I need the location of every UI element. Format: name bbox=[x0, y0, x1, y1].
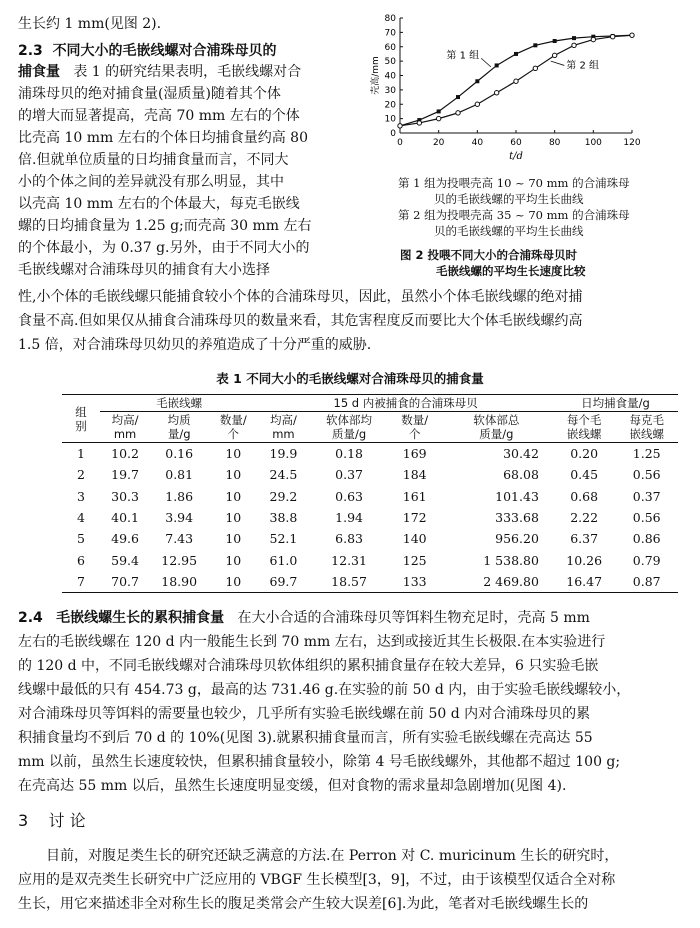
series-2-point bbox=[475, 102, 479, 106]
table-cell: 2 bbox=[77, 467, 85, 483]
series-1-point bbox=[495, 63, 499, 67]
table-cell: 18.90 bbox=[161, 573, 198, 589]
series-1-label: 第 1 组 bbox=[446, 50, 480, 62]
table-cell: 125 bbox=[402, 552, 427, 568]
table-cell: 30.3 bbox=[111, 488, 139, 504]
growth-chart bbox=[370, 6, 695, 166]
series-2-point bbox=[552, 53, 556, 57]
table-cell: 4 bbox=[77, 510, 85, 526]
table-row bbox=[62, 464, 678, 485]
top-line: 生长约 1 mm(见图 2). bbox=[18, 16, 162, 32]
y-tick-label: 20 bbox=[384, 100, 396, 111]
table-cell: 68.08 bbox=[503, 467, 539, 483]
th-daily: 日均捕食量/g bbox=[553, 395, 678, 412]
series-2-point bbox=[456, 111, 460, 115]
table-cell: 7.43 bbox=[165, 531, 194, 547]
series-2-point bbox=[591, 37, 595, 41]
series-1-point bbox=[553, 39, 557, 43]
table-cell: 38.8 bbox=[269, 510, 298, 526]
series-1-point bbox=[514, 52, 518, 56]
series-1-point bbox=[437, 109, 441, 113]
table-cell: 0.81 bbox=[165, 467, 194, 483]
sec24-heading: 毛嵌线螺生长的累积捕食量 bbox=[56, 610, 225, 626]
table-cell: 0.56 bbox=[632, 467, 661, 483]
series-2-point bbox=[610, 34, 614, 38]
series-2-point bbox=[417, 121, 421, 125]
table-cell: 10 bbox=[225, 488, 242, 504]
x-tick-label: 120 bbox=[623, 138, 641, 148]
series-1-point bbox=[533, 43, 537, 47]
sec23-line-2: 的增大而显著提高，壳高 70 mm 左右的个体 bbox=[18, 108, 300, 124]
sec3-title: 讨 论 bbox=[48, 811, 86, 830]
th-sub-5: 数量/ 个 bbox=[401, 413, 429, 441]
series-2-point bbox=[436, 116, 440, 120]
series-2-point bbox=[572, 43, 576, 47]
x-tick-label: 80 bbox=[548, 138, 561, 148]
table-cell: 10 bbox=[225, 531, 242, 547]
table-row bbox=[62, 571, 678, 593]
table-cell: 2.22 bbox=[570, 510, 599, 526]
table-cell: 52.1 bbox=[269, 531, 298, 547]
sec3-number: 3 bbox=[18, 811, 29, 830]
table-cell: 161 bbox=[402, 488, 427, 504]
x-tick-label: 100 bbox=[584, 138, 602, 148]
table-1 bbox=[62, 394, 678, 593]
table-cell: 184 bbox=[402, 467, 427, 483]
x-tick-label: 60 bbox=[510, 138, 522, 148]
table-cell: 0.37 bbox=[632, 488, 661, 504]
table-cell: 1 538.80 bbox=[483, 552, 539, 568]
figure-legend-line-1: 贝的毛嵌线螺的平均生长曲线 bbox=[434, 192, 584, 206]
sec24-line-5: 积捕食量均不到后 70 d 的 10%(见图 3).就累积捕食量而言，所有实验毛嵌线螺在壳高达 55 bbox=[18, 730, 593, 746]
sec24-line1-rest: 在大小合适的合浦珠母贝等饵料生物充足时，壳高 5 mm bbox=[237, 610, 590, 626]
th-sub-7: 每个毛 嵌线螺 bbox=[566, 413, 602, 441]
sec23-line-6: 以壳高 10 mm 左右的个体最大，每克毛嵌线 bbox=[18, 196, 300, 212]
table-cell: 1.86 bbox=[165, 488, 194, 504]
sec23-full-line-0: 性,小个体的毛嵌线螺只能捕食较小个体的合浦珠母贝，因此，虽然小个体毛嵌线螺的绝对捕 bbox=[18, 289, 583, 305]
table-cell: 49.6 bbox=[111, 531, 139, 547]
series-2-leader bbox=[551, 61, 565, 65]
table-cell: 172 bbox=[402, 510, 427, 526]
table-cell: 101.43 bbox=[495, 488, 539, 504]
sec23-heading-line1: 不同大小的毛嵌线螺对合浦珠母贝的 bbox=[52, 43, 277, 59]
table-cell: 18.57 bbox=[331, 573, 367, 589]
table-cell: 140 bbox=[402, 531, 427, 547]
table-cell: 0.18 bbox=[335, 446, 363, 462]
th-sub-0: 均高/ mm bbox=[111, 413, 139, 441]
table-cell: 29.2 bbox=[269, 488, 298, 504]
y-tick-label: 50 bbox=[384, 57, 396, 68]
table-cell: 0.16 bbox=[165, 446, 194, 462]
series-2-point bbox=[630, 33, 634, 37]
sec24-line-0 bbox=[18, 608, 590, 629]
series-2-label: 第 2 组 bbox=[566, 60, 600, 72]
sec23-full-line-1: 食量不高.但如果仅从捕食合浦珠母贝的数量来看，其危害程度反而要比大个体毛嵌线螺约高 bbox=[18, 313, 583, 329]
table-cell: 10 bbox=[225, 510, 242, 526]
table-cell: 61.0 bbox=[269, 552, 298, 568]
x-tick-label: 20 bbox=[432, 138, 445, 148]
sec23-text: 表 1 的研究结果表明，毛嵌线螺对合 bbox=[73, 64, 302, 80]
sec23-line-5: 小的个体之间的差异就没有那么明显，其中 bbox=[18, 174, 284, 190]
figure-legend-line-3: 贝的毛嵌线螺的平均生长曲线 bbox=[434, 224, 584, 238]
sec23-line-0 bbox=[18, 62, 301, 83]
sec23-line-4: 倍.但就单位质量的日均捕食量而言，不同大 bbox=[18, 152, 289, 168]
y-tick-label: 0 bbox=[390, 129, 396, 139]
table-cell: 10 bbox=[225, 552, 242, 568]
th-sub-3: 均高/ mm bbox=[269, 413, 297, 441]
table-cell: 6.37 bbox=[570, 531, 599, 547]
table-cell: 3.94 bbox=[165, 510, 194, 526]
table-cell: 1.25 bbox=[632, 446, 661, 462]
series-1-leader bbox=[481, 58, 491, 67]
table-row bbox=[62, 443, 678, 465]
x-axis-label: t/d bbox=[509, 151, 523, 162]
table-row bbox=[62, 528, 678, 549]
table-cell: 0.63 bbox=[335, 488, 363, 504]
sec3-heading bbox=[18, 808, 86, 831]
table-cell: 0.68 bbox=[570, 488, 599, 504]
table-cell: 0.87 bbox=[632, 573, 661, 589]
table-cell: 2 469.80 bbox=[483, 573, 539, 589]
th-group: 组 别 bbox=[75, 404, 87, 433]
chart-plot bbox=[398, 33, 634, 128]
series-1-point bbox=[475, 79, 479, 83]
sec23-full-line-2: 1.5 倍，对合浦珠母贝幼贝的养殖造成了十分严重的威胁. bbox=[18, 337, 372, 353]
table-cell: 0.37 bbox=[335, 467, 363, 483]
table-cell: 333.68 bbox=[495, 510, 539, 526]
table-cell: 59.4 bbox=[111, 552, 139, 568]
table-row bbox=[62, 486, 678, 507]
table-cell: 19.7 bbox=[111, 467, 139, 483]
sec24-line-4: 对合浦珠母贝等饵料的需要量也较少，几乎所有实验毛嵌线螺在前 50 d 内对合浦珠母贝的累 bbox=[18, 706, 591, 722]
table-cell: 12.31 bbox=[331, 552, 367, 568]
table-cell: 10 bbox=[225, 467, 242, 483]
table-cell: 30.42 bbox=[503, 446, 539, 462]
sec23-heading-line2: 捕食量 bbox=[18, 64, 60, 80]
table-cell: 0.79 bbox=[632, 552, 661, 568]
y-tick-label: 60 bbox=[384, 42, 396, 53]
y-axis-label: 壳高/mm bbox=[371, 56, 381, 95]
table-caption: 表 1 不同大小的毛嵌线螺对合浦珠母贝的捕食量 bbox=[216, 371, 484, 386]
y-tick-label: 70 bbox=[384, 28, 396, 39]
table-row bbox=[62, 549, 678, 570]
sec23-line-9: 毛嵌线螺对合浦珠母贝的捕食有大小选择 bbox=[18, 262, 270, 278]
series-2-point bbox=[494, 91, 498, 95]
y-tick-label: 30 bbox=[384, 85, 396, 96]
th-prey: 15 d 内被捕食的合浦珠母贝 bbox=[258, 395, 553, 412]
table-cell: 0.56 bbox=[632, 510, 661, 526]
table-cell: 19.9 bbox=[269, 446, 298, 462]
figure-2 bbox=[370, 6, 695, 276]
table-cell: 12.95 bbox=[161, 552, 198, 568]
table-cell: 0.86 bbox=[632, 531, 661, 547]
table-cell: 0.45 bbox=[570, 467, 599, 483]
table-cell: 24.5 bbox=[269, 467, 298, 483]
th-sub-4: 软体部均 质量/g bbox=[326, 413, 373, 441]
sec23-line-7: 螺的日均捕食量为 1.25 g;而壳高 30 mm 左右 bbox=[18, 218, 312, 234]
table-cell: 0.20 bbox=[570, 446, 599, 462]
th-sub-2: 数量/ 个 bbox=[219, 413, 247, 441]
figure-caption-line-2: 毛嵌线螺的平均生长速度比较 bbox=[436, 264, 586, 278]
sec24-line-1: 左右的毛嵌线螺在 120 d 内一般能生长到 70 mm 左右，达到或接近其生长极限.在本实验进行 bbox=[18, 634, 606, 650]
sec23-number: 2.3 bbox=[18, 43, 43, 59]
figure-legend-line-0: 第 1 组为投喂壳高 10 ~ 70 mm 的合浦珠母 bbox=[398, 176, 630, 190]
table-cell: 1.94 bbox=[335, 510, 363, 526]
sec23-line-3: 比壳高 10 mm 左右的个体日均捕食量约高 80 bbox=[18, 130, 308, 146]
table-cell: 133 bbox=[402, 573, 427, 589]
series-2-point bbox=[533, 66, 537, 70]
series-2-point bbox=[514, 79, 518, 83]
series-1-point bbox=[572, 36, 576, 40]
table-cell: 7 bbox=[77, 573, 85, 589]
sec3-line-0: 目前，对腹足类生长的研究还缺乏满意的方法.在 Perron 对 C. muricinum 生长的研究时， bbox=[46, 848, 619, 864]
table-cell: 69.7 bbox=[269, 573, 298, 589]
table-cell: 70.7 bbox=[111, 573, 139, 589]
y-tick-label: 40 bbox=[384, 71, 396, 82]
x-tick-label: 40 bbox=[471, 138, 484, 148]
table-cell: 169 bbox=[402, 446, 427, 462]
th-snail: 毛嵌线螺 bbox=[100, 395, 258, 412]
table-cell: 5 bbox=[77, 531, 85, 547]
sec3-line-1: 应用的是双壳类生长研究中广泛应用的 VBGF 生长模型[3，9]，不过，由于该模型仅适合全对称 bbox=[18, 872, 616, 888]
table-cell: 10.26 bbox=[566, 552, 603, 568]
sec24-number: 2.4 bbox=[18, 610, 43, 626]
table-cell: 10 bbox=[225, 446, 242, 462]
sec3-line-2: 生长，用它来描述非全对称生长的腹足类常会产生较大误差[6].为此，笔者对毛嵌线螺生长的 bbox=[18, 896, 589, 912]
table-row bbox=[62, 507, 678, 528]
table-cell: 10.2 bbox=[111, 446, 139, 462]
figure-caption-line-1: 图 2 投喂不同大小的合浦珠母贝时 bbox=[400, 248, 578, 262]
y-tick-label: 10 bbox=[384, 114, 396, 125]
table-cell: 16.47 bbox=[566, 573, 603, 589]
y-tick-label: 80 bbox=[384, 14, 396, 24]
th-sub-1: 均质 量/g bbox=[167, 413, 191, 441]
table-cell: 6.83 bbox=[335, 531, 363, 547]
table-cell: 1 bbox=[77, 446, 85, 462]
series-1-point bbox=[456, 95, 460, 99]
table-cell: 40.1 bbox=[111, 510, 139, 526]
table-cell: 3 bbox=[77, 488, 85, 504]
table-cell: 6 bbox=[77, 552, 85, 568]
sec24-line-6: mm 以前，虽然生长速度较快，但累积捕食量较小，除第 4 号毛嵌线螺外，其他都不超过 100 g; bbox=[18, 754, 621, 770]
x-tick-label: 0 bbox=[397, 138, 403, 148]
sec23-line-1: 浦珠母贝的绝对捕食量(湿质量)随着其个体 bbox=[18, 86, 281, 102]
sec24-line-2: 的 120 d 中，不同毛嵌线螺对合浦珠母贝软体组织的累积捕食量存在较大差异，6 只实验毛嵌 bbox=[18, 658, 599, 674]
th-sub-8: 每克毛 嵌线螺 bbox=[629, 413, 664, 441]
figure-legend-line-2: 第 2 组为投喂壳高 35 ~ 70 mm 的合浦珠母 bbox=[398, 208, 630, 222]
sec24-line-3: 线螺中最低的只有 454.73 g，最高的达 731.46 g.在实验的前 50 d 内，由于实验毛嵌线螺较小， bbox=[18, 682, 631, 698]
sec24-line-7: 在壳高达 55 mm 以后，虽然生长速度明显变缓，但对食物的需求量却急剧增加(见图 4). bbox=[18, 778, 567, 794]
sec23-heading bbox=[18, 41, 277, 62]
table-cell: 10 bbox=[225, 573, 242, 589]
series-2-point bbox=[398, 124, 402, 128]
table-cell: 956.20 bbox=[495, 531, 539, 547]
th-sub-6: 软体部总 质量/g bbox=[473, 413, 520, 441]
sec23-line-8: 的个体最小，为 0.37 g.另外，由于不同大小的 bbox=[18, 240, 310, 256]
